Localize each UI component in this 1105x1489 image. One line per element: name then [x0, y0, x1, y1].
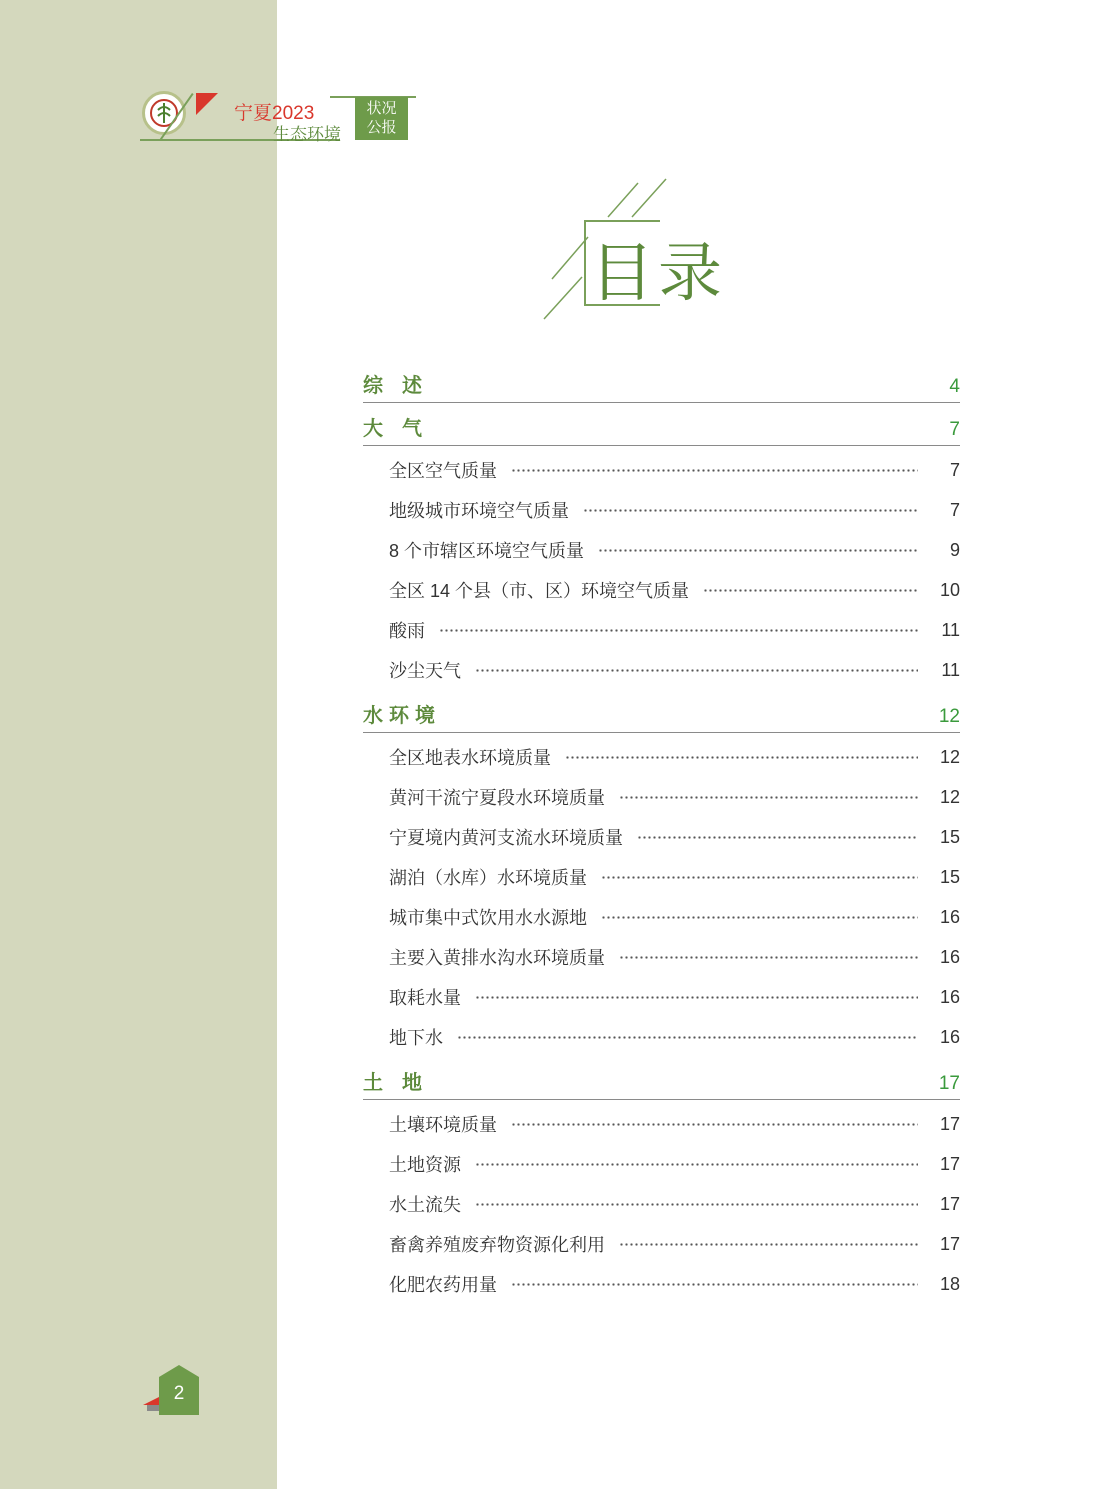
toc-item-label: 地下水 [389, 1028, 443, 1048]
toc-dot-leader [511, 469, 918, 472]
toc-dot-leader [457, 1036, 918, 1039]
toc-item-label: 主要入黄排水沟水环境质量 [389, 948, 605, 968]
toc-item[interactable] [363, 817, 960, 857]
report-title-line2: 生态环境 [273, 125, 341, 144]
toc-dot-leader [475, 1163, 918, 1166]
toc-item[interactable] [363, 1224, 960, 1264]
toc-item-page: 11 [941, 619, 960, 640]
toc-item-label: 8 个市辖区环境空气质量 [389, 541, 585, 561]
page-number: 2 [173, 1383, 185, 1404]
toc-item[interactable] [363, 450, 960, 490]
toc-item[interactable] [363, 857, 960, 897]
toc-item-label: 取耗水量 [389, 988, 461, 1008]
toc-dot-leader [601, 916, 918, 919]
toc-item-label: 宁夏境内黄河支流水环境质量 [389, 828, 623, 848]
toc-item-page: 16 [939, 946, 960, 967]
toc-dot-leader [598, 549, 918, 552]
toc-item[interactable] [363, 1264, 960, 1304]
toc-item-page: 16 [939, 986, 960, 1007]
toc-item-page: 12 [939, 746, 960, 767]
logo-red-accent [196, 93, 218, 115]
toc-item-page: 12 [939, 786, 960, 807]
report-badge [355, 97, 408, 140]
toc-item[interactable] [363, 777, 960, 817]
toc-dot-leader [475, 669, 918, 672]
toc-item-label: 畜禽养殖废弃物资源化利用 [389, 1235, 605, 1255]
toc-section-title: 综 述 [363, 373, 428, 397]
toc-item[interactable] [363, 490, 960, 530]
toc-dot-leader [565, 756, 918, 759]
report-badge-line1: 状况 [366, 100, 397, 117]
toc-dot-leader [439, 629, 918, 632]
toc-item-page: 17 [939, 1153, 960, 1174]
report-badge-line2: 公报 [366, 119, 397, 136]
toc-item-page: 10 [939, 579, 960, 600]
toc-section-heading[interactable] [363, 407, 960, 446]
toc-item[interactable] [363, 1017, 960, 1057]
toc-item-label: 全区空气质量 [389, 461, 497, 481]
toc-section-heading[interactable] [363, 1061, 960, 1100]
toc-item[interactable] [363, 1104, 960, 1144]
toc-item-label: 酸雨 [389, 621, 425, 641]
toc-item-label: 全区 14 个县（市、区）环境空气质量 [389, 581, 690, 601]
toc-item[interactable] [363, 1184, 960, 1224]
page-title: 目录 [590, 237, 726, 311]
toc-item-page: 17 [939, 1193, 960, 1214]
toc-section-title: 土 地 [363, 1070, 428, 1094]
toc-item[interactable] [363, 610, 960, 650]
page-tab-grey-accent [147, 1405, 159, 1411]
toc-item-label: 沙尘天气 [389, 661, 461, 681]
toc-dot-leader [475, 996, 918, 999]
toc-item[interactable] [363, 737, 960, 777]
toc-item[interactable] [363, 897, 960, 937]
toc-item-label: 水土流失 [389, 1195, 461, 1215]
page-number-tab [143, 1365, 203, 1417]
toc-dot-leader [619, 1243, 918, 1246]
toc-section-page: 4 [949, 376, 960, 397]
toc-item-label: 黄河干流宁夏段水环境质量 [389, 788, 605, 808]
page-tab-notch [159, 1365, 199, 1377]
toc-item-label: 城市集中式饮用水水源地 [389, 908, 587, 928]
toc-item-page: 11 [941, 659, 960, 680]
toc-dot-leader [583, 509, 918, 512]
toc-dot-leader [475, 1203, 918, 1206]
page-tab-red-accent [143, 1397, 159, 1405]
toc-section-title: 水环境 [363, 703, 441, 727]
toc-item[interactable] [363, 1144, 960, 1184]
toc-item-label: 湖泊（水库）水环境质量 [389, 868, 587, 888]
toc-dot-leader [511, 1123, 918, 1126]
toc-dot-leader [619, 796, 918, 799]
toc-item-page: 9 [949, 539, 960, 560]
toc-item-page: 18 [939, 1273, 960, 1294]
toc-dot-leader [703, 589, 918, 592]
toc-item-page: 15 [939, 826, 960, 847]
toc-item-page: 7 [949, 499, 960, 520]
toc-item[interactable] [363, 570, 960, 610]
toc-item-label: 土壤环境质量 [389, 1115, 497, 1135]
toc-item-page: 16 [939, 1026, 960, 1047]
toc-section-title: 大 气 [363, 416, 428, 440]
toc-dot-leader [637, 836, 918, 839]
toc-item-page: 16 [939, 906, 960, 927]
toc-item-page: 17 [939, 1233, 960, 1254]
toc-section-heading[interactable] [363, 364, 960, 403]
report-logo [140, 89, 420, 145]
toc-section-page: 12 [938, 706, 960, 727]
toc-item-label: 土地资源 [389, 1155, 461, 1175]
toc-section-heading[interactable] [363, 694, 960, 733]
table-of-contents [363, 360, 960, 1304]
toc-section-page: 7 [949, 419, 960, 440]
toc-section-page: 17 [938, 1073, 960, 1094]
toc-dot-leader [511, 1283, 918, 1286]
sidebar-band [0, 0, 277, 1489]
toc-item-page: 7 [949, 459, 960, 480]
toc-item[interactable] [363, 530, 960, 570]
toc-item[interactable] [363, 937, 960, 977]
report-title-line1: 宁夏2023 [234, 103, 315, 124]
toc-item-label: 化肥农药用量 [389, 1275, 497, 1295]
toc-item-page: 17 [939, 1113, 960, 1134]
toc-item-page: 15 [939, 866, 960, 887]
toc-item-label: 全区地表水环境质量 [389, 748, 551, 768]
toc-dot-leader [619, 956, 918, 959]
toc-item[interactable] [363, 650, 960, 690]
toc-item-label: 地级城市环境空气质量 [389, 501, 569, 521]
toc-dot-leader [601, 876, 918, 879]
toc-item[interactable] [363, 977, 960, 1017]
